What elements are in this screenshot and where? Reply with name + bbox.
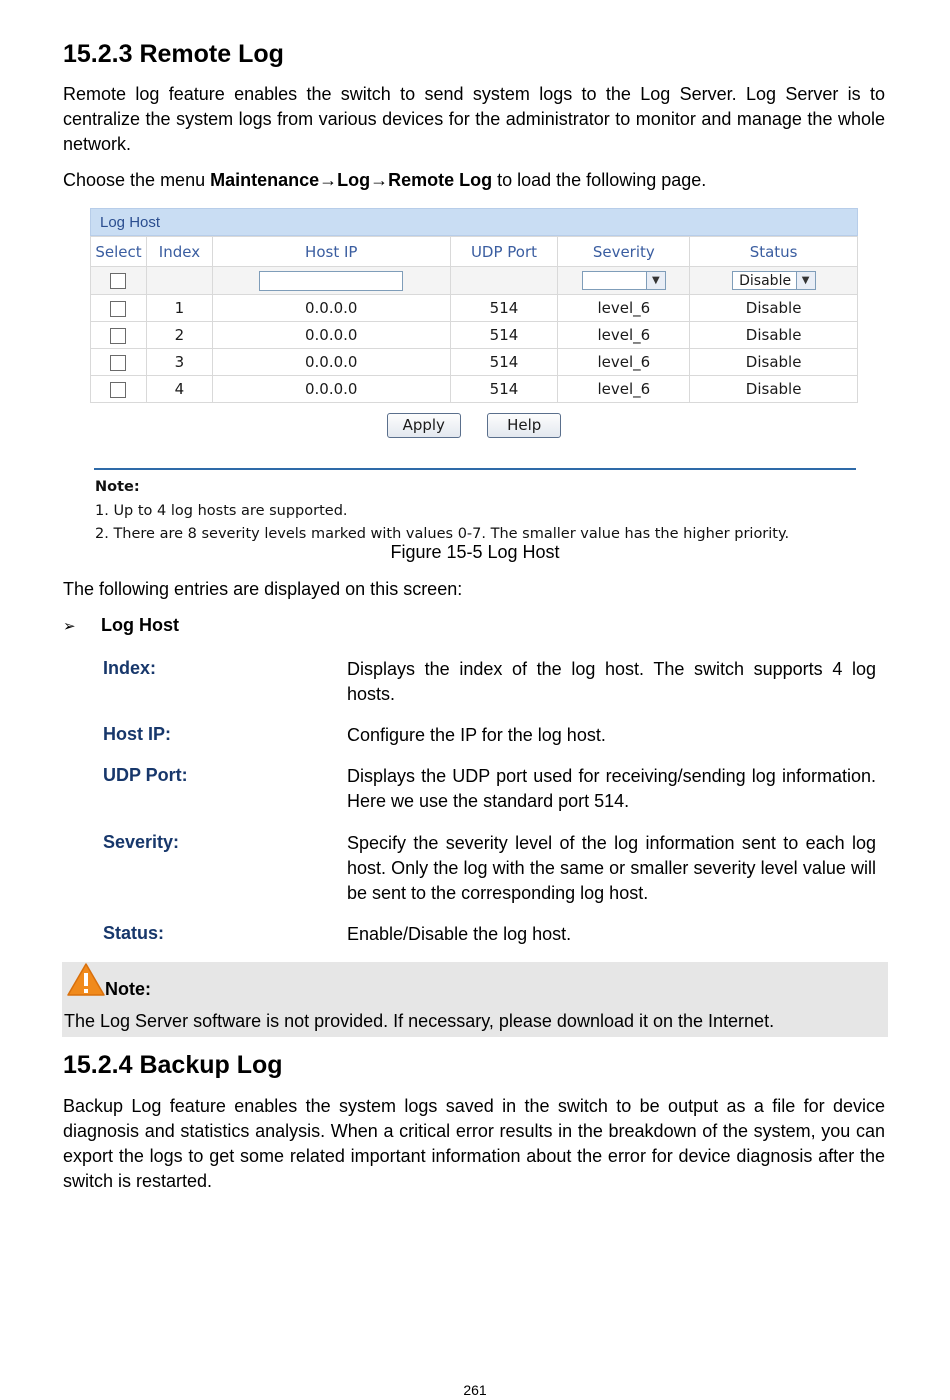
entries-intro: The following entries are displayed on this screen: (63, 579, 463, 599)
row-severity: level_6 (558, 295, 690, 322)
column-header-status: Status (690, 237, 858, 267)
column-header-host-ip: Host IP (212, 237, 450, 267)
menu-instruction (63, 168, 885, 193)
menu-prefix: Choose the menu (63, 170, 211, 190)
row-host-ip: 0.0.0.0 (212, 295, 450, 322)
row-status: Disable (690, 376, 858, 403)
row-host-ip: 0.0.0.0 (212, 322, 450, 349)
section-heading-remote-log: 15.2.3 Remote Log (63, 40, 284, 68)
row-checkbox[interactable] (110, 382, 126, 398)
row-udp-port: 514 (450, 349, 558, 376)
table-row (91, 322, 858, 349)
row-checkbox[interactable] (110, 301, 126, 317)
backup-log-text: Backup Log feature enables the system logs saved in the switch to be output as a file for device diagnosis and statistics analysis. When a critical error results in the breakdown of the system, you can export the logs to get some related important information about the error for device diagnosis after the switch is restarted. (63, 1096, 885, 1191)
definition-desc-status: Enable/Disable the log host. (347, 924, 572, 944)
help-button[interactable]: Help (487, 413, 561, 438)
host-ip-input[interactable] (259, 271, 403, 291)
row-severity: level_6 (558, 349, 690, 376)
column-header-udp-port: UDP Port (450, 237, 558, 267)
log-host-panel-title: Log Host (90, 208, 858, 236)
page-number: 261 (463, 1382, 487, 1398)
table-header-row (91, 237, 858, 267)
figure-caption: Figure 15-5 Log Host (390, 542, 560, 562)
figure-note-title: Note: (95, 479, 140, 495)
note-title: Note: (105, 979, 151, 999)
apply-button[interactable]: Apply (387, 413, 461, 438)
log-host-figure (90, 208, 858, 548)
table-row (91, 295, 858, 322)
bullet-label: Log Host (101, 615, 179, 635)
row-udp-port: 514 (450, 295, 558, 322)
bullet-log-host (63, 615, 179, 636)
button-row (90, 413, 858, 438)
warning-icon (66, 962, 106, 998)
definition-desc-udp-port: Displays the UDP port used for receiving/sending log information. Here we use the standard port 514. (347, 766, 876, 811)
status-select-value: Disable (739, 272, 792, 289)
table-row (91, 376, 858, 403)
menu-suffix: to load the following page. (492, 170, 707, 190)
definition-term-udp-port: UDP Port: (103, 765, 188, 785)
row-host-ip: 0.0.0.0 (212, 349, 450, 376)
row-checkbox[interactable] (110, 355, 126, 371)
bullet-arrow-icon: ➢ (63, 617, 76, 635)
definition-term-host-ip: Host IP: (103, 724, 172, 744)
definition-term-index: Index: (103, 658, 157, 678)
table-row (91, 349, 858, 376)
definition-term-severity: Severity: (103, 832, 180, 852)
row-severity: level_6 (558, 376, 690, 403)
row-checkbox[interactable] (110, 328, 126, 344)
row-status: Disable (690, 349, 858, 376)
row-severity: level_6 (558, 322, 690, 349)
row-udp-port: 514 (450, 322, 558, 349)
row-index: 1 (146, 295, 212, 322)
definition-term-status: Status: (103, 923, 165, 943)
note-text: The Log Server software is not provided. If necessary, please download it on the Internet. (64, 1011, 775, 1031)
definition-desc-index: Displays the index of the log host. The switch supports 4 log hosts. (347, 659, 876, 704)
remote-log-intro: Remote log feature enables the switch to send system logs to the Log Server. Log Server is to centralize the system logs from various devices for the administrator to monitor and manage the whole network. (63, 84, 885, 154)
menu-path: Maintenance→Log→Remote Log (210, 170, 493, 190)
row-status: Disable (690, 322, 858, 349)
figure-divider (94, 468, 856, 470)
row-udp-port: 514 (450, 376, 558, 403)
chevron-down-icon: ▼ (796, 272, 815, 289)
row-index: 3 (146, 349, 212, 376)
status-select[interactable] (732, 271, 816, 290)
note-box (62, 962, 888, 1037)
select-all-checkbox[interactable] (110, 273, 126, 289)
row-host-ip: 0.0.0.0 (212, 376, 450, 403)
row-status: Disable (690, 295, 858, 322)
section-heading-backup-log: 15.2.4 Backup Log (63, 1051, 283, 1079)
figure-note-line: 1. Up to 4 log hosts are supported. (95, 502, 348, 519)
table-filter-row (91, 267, 858, 295)
figure-note (95, 476, 789, 547)
chevron-down-icon: ▼ (646, 272, 665, 289)
column-header-severity: Severity (558, 237, 690, 267)
definition-desc-severity: Specify the severity level of the log information sent to each log host. Only the log with the same or smaller severity level value will be sent to the corresponding log host. (347, 833, 876, 903)
severity-select[interactable] (582, 271, 666, 290)
definition-desc-host-ip: Configure the IP for the log host. (347, 725, 606, 745)
row-index: 4 (146, 376, 212, 403)
log-host-table (90, 236, 858, 403)
figure-note-line: 2. There are 8 severity levels marked with values 0-7. The smaller value has the higher priority. (95, 526, 790, 542)
column-header-select: Select (91, 237, 147, 267)
row-index: 2 (146, 322, 212, 349)
column-header-index: Index (146, 237, 212, 267)
